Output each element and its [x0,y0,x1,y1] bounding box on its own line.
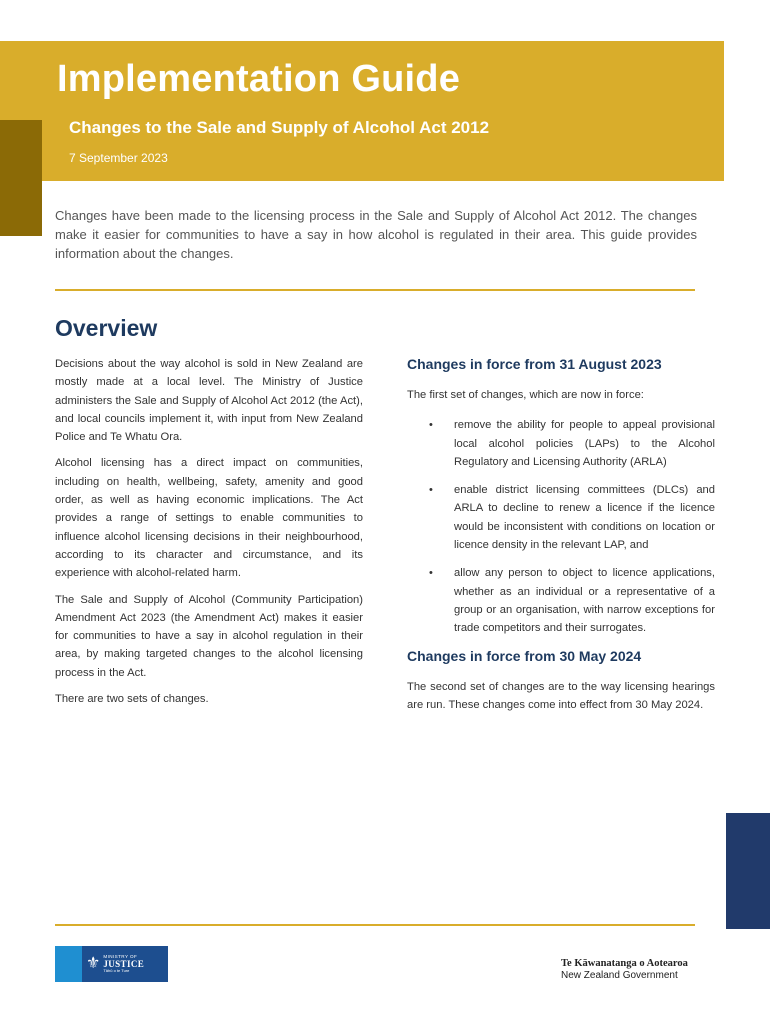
bullet-icon: • [429,567,433,580]
overview-column [55,355,363,716]
logo-accent-block [55,946,82,982]
list-item-text: allow any person to object to licence applications, whether as an individual or a representative of a group or an organisation, with narrow exceptions for trade competitors and their surrogates. [454,567,715,635]
side-tab-left [0,120,42,236]
nzgov-maori-text: Te Kāwanatanga o Aotearoa [561,958,688,969]
logo-small-text: MINISTRY OF [103,954,138,960]
nz-coat-of-arms-icon: ⚜ [86,955,101,972]
list-item [407,416,715,471]
side-tab-right [726,813,770,929]
list-item [407,481,715,554]
logo-maori-text: Tāhū o te Ture [103,967,130,973]
overview-paragraph: The Sale and Supply of Alcohol (Community Participation) Amendment Act 2023 (the Amendment Act) makes it easier for communities to have a say in alcohol regulation in their area, by making targeted changes to the alcohol licensing process in the Act. [55,593,363,679]
first-changes-list [407,416,715,637]
nzgov-english-text: New Zealand Government [561,970,678,981]
divider-top [55,289,695,291]
nz-government-wordmark [561,958,688,981]
list-item-text: enable district licensing committees (DLCs) and ARLA to decline to renew a licence if the licence would be inconsistent with conditions on location or licence density in the relevant LAP, and [454,484,715,552]
second-changes-heading: Changes in force from 30 May 2024 [407,647,642,664]
page-subtitle: Changes to the Sale and Supply of Alcohol Act 2012 [69,118,490,137]
second-changes-text: The second set of changes are to the way licensing hearings are run. These changes come into effect from 30 May 2024. [407,680,715,711]
overview-paragraph: Decisions about the way alcohol is sold in New Zealand are mostly made at a local level. The Ministry of Justice administers the Sale and Supply of Alcohol Act 2012 (the Act), and local councils implement it, with input from New Zealand Police and Te Whatu Ora. [55,358,363,444]
intro-paragraph: Changes have been made to the licensing process in the Sale and Supply of Alcohol Act 2012. The changes make it easier for communities to have a say in how alcohol is regulated in their area. This guide provides information about the changes. [55,208,697,261]
logo-big-text: JUSTICE [103,958,145,969]
overview-paragraph: There are two sets of changes. [55,693,209,706]
publication-date: 7 September 2023 [69,151,168,165]
bullet-icon: • [429,484,433,497]
logo-body [82,946,168,982]
logo-wordmark [103,955,144,973]
overview-paragraph: Alcohol licensing has a direct impact on communities, including on health, wellbeing, safety, amenity and good order, as well as having economic implications. The Act provides a range of settings to enable communities to influence alcohol licensing decisions in their neighbourhood, according to its character and circumstance, and its experience with alcohol-related harm. [55,457,363,580]
divider-bottom [55,924,695,926]
first-changes-lead: The first set of changes, which are now in force: [407,389,644,401]
changes-column [407,356,715,714]
overview-heading: Overview [55,315,158,341]
list-item [407,564,715,637]
first-changes-heading: Changes in force from 31 August 2023 [407,356,662,372]
list-item-text: remove the ability for people to appeal provisional local alcohol policies (LAPs) to the Alcohol Regulatory and Licensing Authority (ARLA) [454,419,715,468]
page-title: Implementation Guide [57,58,461,100]
ministry-of-justice-logo [55,946,168,982]
bullet-icon: • [429,419,433,432]
